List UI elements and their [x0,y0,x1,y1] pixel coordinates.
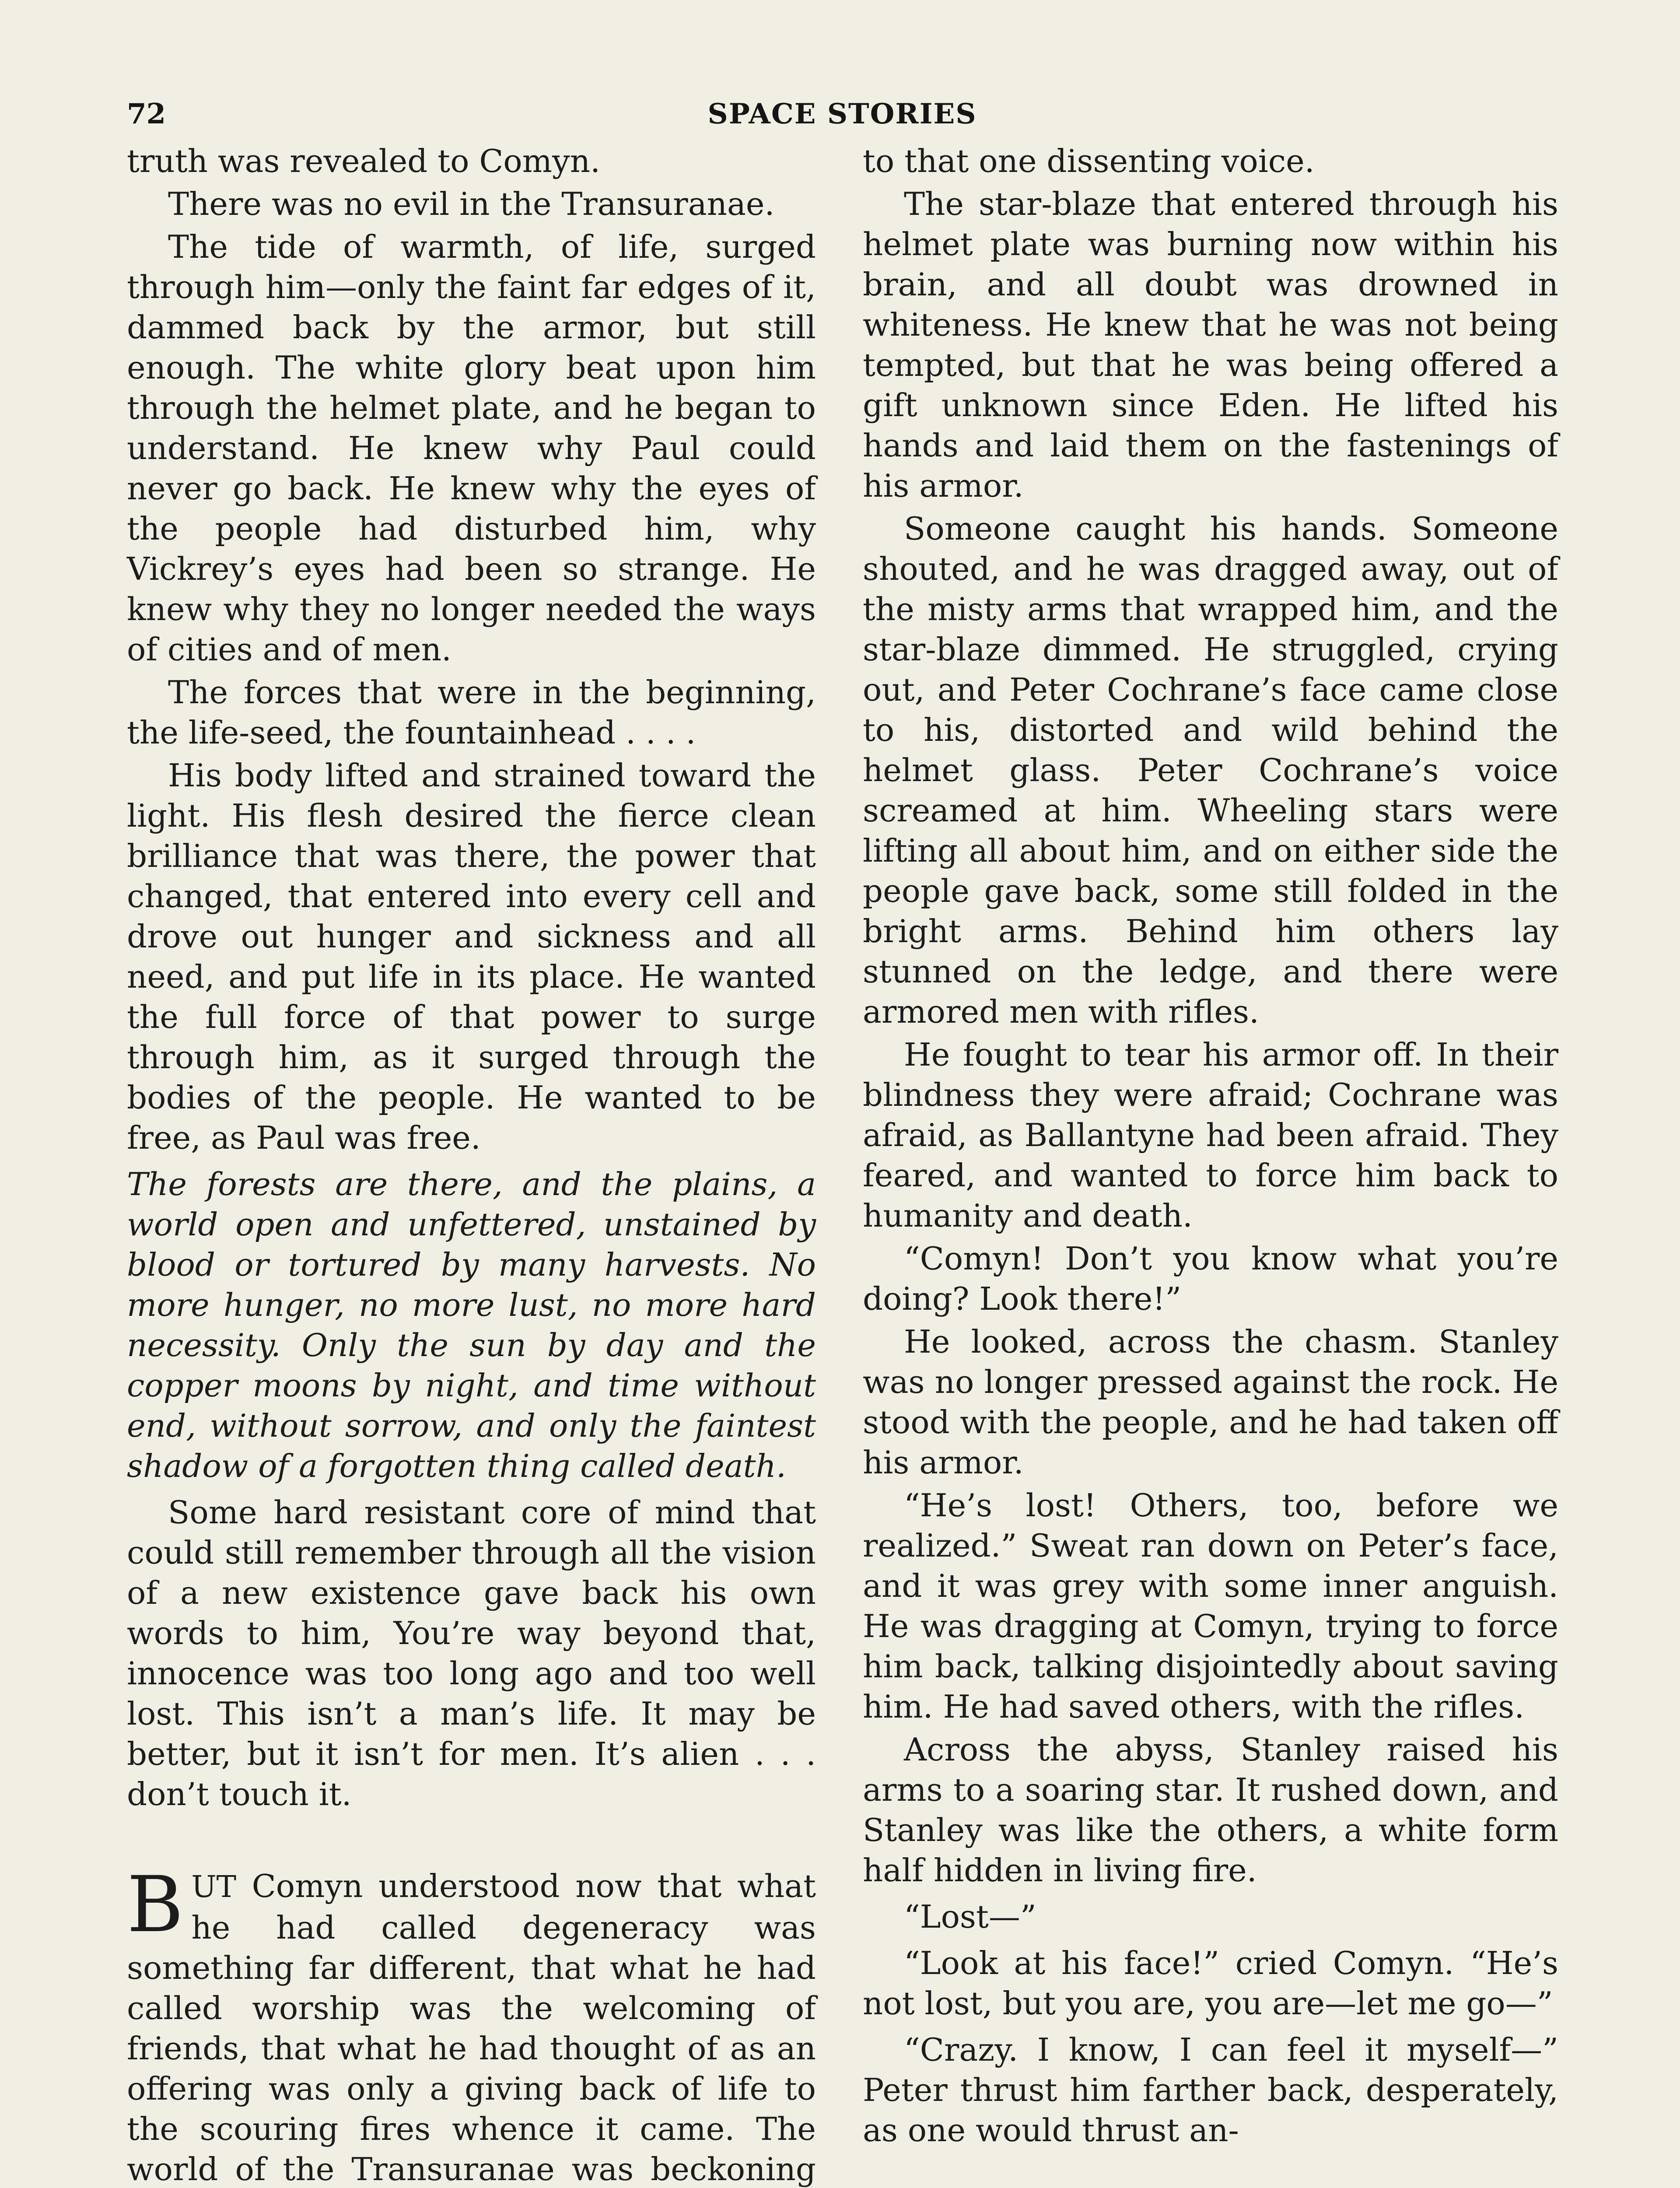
paragraph: The forces that were in the beginning, the life-seed, the fountainhead . . . . [127,674,816,751]
section-opening-paragraph [127,1860,816,2188]
paragraph: There was no evil in the Transuranae. [168,186,775,222]
paragraph: The star-blaze that entered through his helmet plate was burning now within his brain, and all doubt was drowned in whiteness. He knew that he was not being tempted, but that he was being offered a gift unknown since Eden. He lifted his hands and laid them on the fastenings of his armor. [863,186,1558,504]
paragraph: Some hard resistant core of mind that could still remember through all the vision of a new existence gave back his own words to him, You’re way beyond that, innocence was too long ago and too well lost. This isn’t a man’s life. It may be better, but it isn’t for men. It’s alien . . . don’t touch it. [127,1494,816,1813]
paragraph: “Crazy. I know, I can feel it myself—” Peter thrust him farther back, desperately, as one would thrust an- [863,2031,1558,2149]
paragraph: He looked, across the chasm. Stanley was no longer pressed against the rock. He stood with the people, and he had taken off his armor. [863,1323,1558,1481]
drop-cap: B [127,1860,184,1950]
page-number: 72 [127,98,166,130]
left-column [127,141,816,2188]
paragraph: Across the abyss, Stanley raised his arms to a soaring star. It rushed down, and Stanley was like the others, a white form half hidden in living fire. [863,1731,1558,1889]
small-caps-lead: UT [191,1870,237,1904]
paragraph: His body lifted and strained toward the light. His flesh desired the fierce clean brilliance that was there, the power that changed, that entered into every cell and drove out hunger and sickness and all need, and put life in its place. He wanted the full force of that power to surge through him, as it surged through the bodies of the people. He wanted to be free, as Paul was free. [127,757,816,1156]
paragraph: The tide of warmth, of life, surged through him—only the faint far edges of it, dammed back by the armor, but still enough. The white glory beat upon him through the helmet plate, and he began to understand. He knew why Paul could never go back. He knew why the eyes of the people had disturbed him, why Vickrey’s eyes had been so strange. He knew why they no longer needed the ways of cities and of men. [127,228,816,668]
right-column [863,141,1558,2153]
page-header [127,95,1558,134]
paragraph: Someone caught his hands. Someone shouted, and he was dragged away, out of the misty arms that wrapped him, and the star-blaze dimmed. He struggled, crying out, and Peter Cochrane’s face came close to his, distorted and wild behind the helmet glass. Peter Cochrane’s voice screamed at him. Wheeling stars were lifting all about him, and on either side the people gave back, some still folded in the bright arms. Behind him others lay stunned on the ledge, and there were armored men with rifles. [863,510,1558,1030]
paragraph: “Look at his face!” cried Comyn. “He’s not lost, but you are, you are—let me go—” [863,1945,1558,2022]
paragraph-text: Comyn understood now that what he had called degeneracy was something far different, that what he had called worship was the welcoming of friends, that what he had thought of as an offering was only a giving back of life to the scouring fires whence it came. The world of the Transuranae was beckoning [127,1868,816,2188]
paragraph: “Lost—” [904,1898,1036,1935]
paragraph: “He’s lost! Others, too, before we realized.” Sweat ran down on Peter’s face, and it was grey with some inner anguish. He was dragging at Comyn, trying to force him back, talking disjointedly about saving him. He had saved others, with the rifles. [863,1487,1558,1725]
paragraph: He fought to tear his armor off. In their blindness they were afraid; Cochrane was afraid, as Ballantyne had been afraid. They feared, and wanted to force him back to humanity and death. [863,1036,1558,1234]
paragraph: to that one dissenting voice. [863,143,1315,179]
italic-passage: The forests are there, and the plains, a world open and unfettered, unstained by blood or tortured by many harvests. No more hunger, no more lust, no more hard necessity. Only the sun by day and the copper moons by night, and time without end, without sorrow, and only the faintest shadow of a forgotten thing called death. [127,1166,816,1484]
paragraph: truth was revealed to Comyn. [127,143,600,179]
paragraph: “Comyn! Don’t you know what you’re doing? Look there!” [863,1240,1558,1317]
running-title: SPACE STORIES [707,98,977,130]
